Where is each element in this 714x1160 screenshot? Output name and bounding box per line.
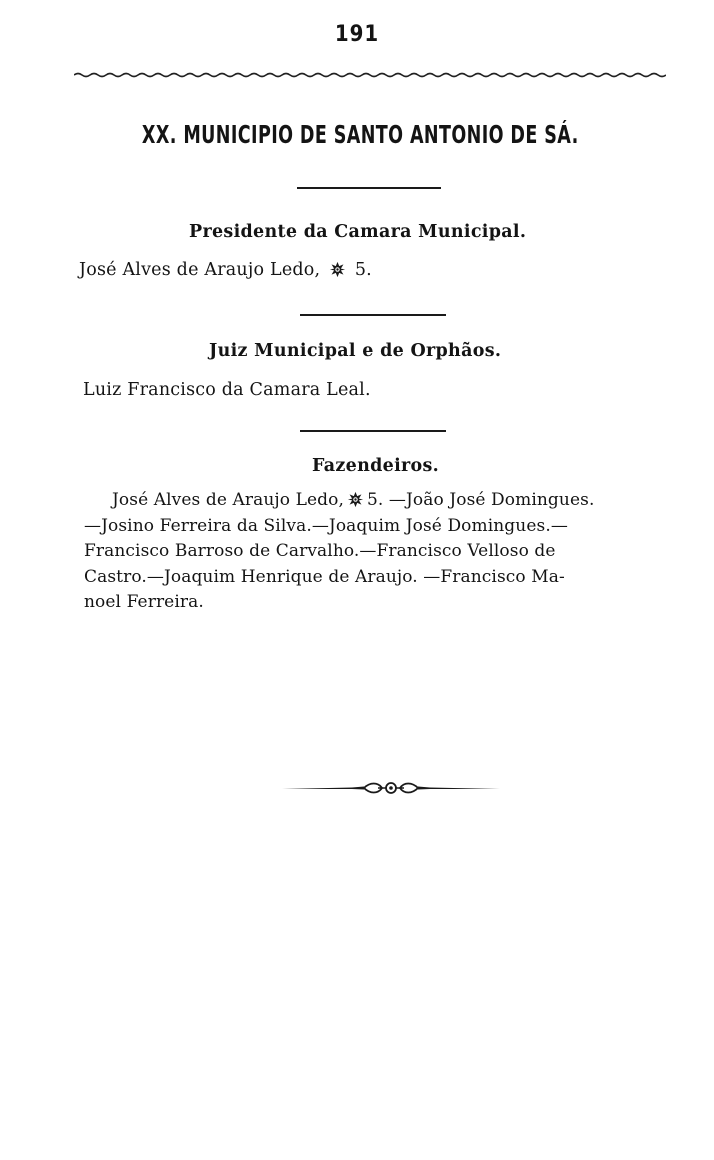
section-divider — [297, 187, 441, 189]
chapter-title: XX. MUNICIPIO DE SANTO ANTONIO DE SÁ. — [141, 120, 579, 149]
farmers-line-2: —Josino Ferreira da Silva.—Joaquim José Domingues.— — [84, 515, 568, 536]
header-rule — [74, 72, 666, 78]
section-heading-judge: Juiz Municipal e de Orphãos. — [209, 341, 502, 361]
farmers-line-4: Castro.—Joaquim Henrique de Araujo. —Francisco Ma- — [84, 566, 565, 587]
section-heading-farmers: Fazendeiros. — [312, 456, 440, 476]
president-suffix: 5. — [354, 260, 372, 280]
order-insignia-icon — [329, 261, 346, 278]
president-name: José Alves de Araujo Ledo, — [79, 260, 321, 280]
judge-entry: Luiz Francisco da Camara Leal. — [83, 380, 371, 400]
section-heading-president: Presidente da Camara Municipal. — [189, 222, 527, 242]
page-number: 191 — [334, 22, 380, 47]
farmers-line-5: noel Ferreira. — [84, 592, 204, 612]
order-insignia-icon — [347, 491, 364, 508]
section-divider — [300, 430, 446, 432]
end-ornament-icon — [282, 780, 500, 796]
farmers-line-1: José Alves de Araujo Ledo, 5. —João José Domingues. — [112, 490, 595, 510]
president-entry — [79, 260, 372, 280]
farmers-paragraph — [84, 488, 674, 616]
section-divider — [300, 314, 446, 316]
farmers-line-3: Francisco Barroso de Carvalho.—Francisco Velloso de — [84, 541, 556, 561]
